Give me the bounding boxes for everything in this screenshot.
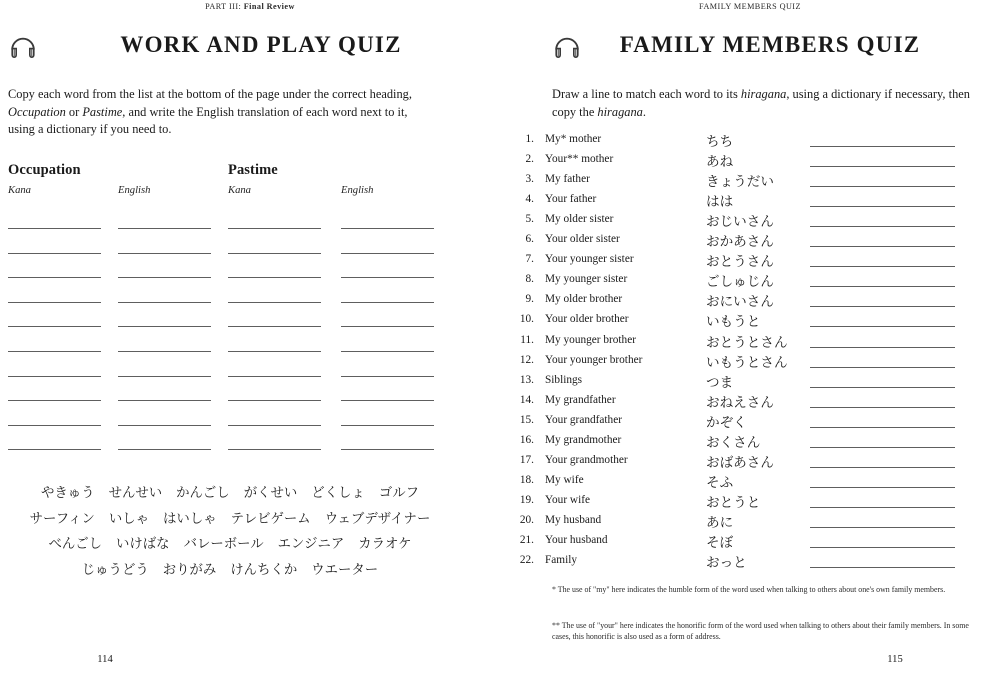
item-answer-line[interactable]	[810, 266, 955, 267]
item-english-term[interactable]: My younger brother	[545, 333, 636, 346]
item-english-term[interactable]: My grandmother	[545, 433, 622, 446]
word-bank-item[interactable]: せんせい	[108, 485, 163, 500]
item-english-term[interactable]: Your younger sister	[545, 253, 634, 266]
item-hiragana-term[interactable]: きょうだい	[706, 174, 774, 190]
item-english-term[interactable]: Your** mother	[545, 153, 614, 166]
right-page-title: FAMILY MEMBERS QUIZ	[619, 32, 921, 57]
answer-line[interactable]	[228, 253, 321, 254]
item-hiragana-term[interactable]: おとうとさん	[706, 334, 788, 350]
item-english-term[interactable]: My older brother	[545, 293, 623, 306]
item-answer-line[interactable]	[810, 467, 955, 468]
item-english-term[interactable]: Family	[545, 554, 578, 567]
item-hiragana-term[interactable]: おかあさん	[706, 234, 774, 250]
answer-line[interactable]	[228, 449, 321, 450]
right-title-row	[500, 28, 1000, 70]
folio-right: 115	[887, 654, 903, 665]
answer-line[interactable]	[118, 425, 211, 426]
item-hiragana-term[interactable]: そぼ	[706, 535, 734, 550]
item-answer-line[interactable]	[810, 206, 955, 207]
item-english-term[interactable]: My wife	[545, 473, 584, 486]
answer-line[interactable]	[8, 253, 101, 254]
word-bank-item[interactable]: ウェブデザイナー	[324, 510, 431, 526]
word-bank-item[interactable]: かんごし	[176, 485, 230, 500]
answer-line[interactable]	[228, 376, 321, 377]
item-english-term[interactable]: My grandfather	[545, 393, 616, 406]
item-hiragana-term[interactable]: おっと	[706, 555, 747, 571]
word-bank-item[interactable]: エンジニア	[277, 536, 345, 551]
footnote-2: ** The use of "your" here indicates the honorific form of the word used when talking to others about their family members. In some cases, this honorific is also used as a form of address.	[552, 621, 969, 642]
word-bank-item[interactable]: バレーボール	[183, 536, 264, 551]
answer-line[interactable]	[118, 376, 211, 377]
running-head-left	[0, 2, 500, 11]
list-item	[500, 394, 1000, 414]
item-hiragana-term[interactable]: おばあさん	[706, 454, 774, 470]
list-item	[500, 454, 1000, 474]
item-number: 21.	[519, 534, 534, 546]
answer-line[interactable]	[228, 228, 321, 229]
answer-line[interactable]	[118, 253, 211, 254]
item-english-term[interactable]: Your older brother	[545, 313, 629, 326]
item-answer-line[interactable]	[810, 427, 955, 428]
answer-line[interactable]	[118, 449, 211, 450]
item-hiragana-term[interactable]: ごしゅじん	[706, 274, 774, 290]
left-instructions: Copy each word from the list at the bottom of the page under the correct heading, Occupation or Pastime, and write the English translation of each word next to it, using a dictionary if you need to.	[8, 87, 412, 137]
item-english-term[interactable]: My older sister	[545, 213, 614, 226]
item-answer-line[interactable]	[810, 246, 955, 247]
item-answer-line[interactable]	[810, 407, 955, 408]
item-english-term[interactable]: My younger sister	[545, 273, 628, 286]
item-number: 5.	[525, 213, 534, 226]
item-number: 19.	[519, 493, 534, 506]
item-hiragana-term[interactable]: おにいさん	[706, 294, 774, 310]
answer-line[interactable]	[8, 277, 101, 278]
answer-line[interactable]	[341, 277, 434, 278]
item-hiragana-term[interactable]: かぞく	[706, 414, 747, 430]
answer-line[interactable]	[228, 351, 321, 352]
list-item	[500, 554, 1000, 574]
answer-line[interactable]	[341, 302, 434, 303]
item-english-term[interactable]: Your grandfather	[545, 413, 622, 426]
item-number: 22.	[519, 554, 534, 567]
list-item	[500, 534, 1000, 554]
answer-line[interactable]	[228, 400, 321, 401]
word-bank-item[interactable]: ゴルフ	[378, 485, 419, 500]
item-hiragana-term[interactable]: おくさん	[706, 434, 761, 450]
list-item	[500, 133, 1000, 153]
item-hiragana-term[interactable]: おねえさん	[706, 394, 774, 410]
column-sublabel-0: Kana	[8, 185, 31, 196]
item-number: 8.	[525, 273, 534, 286]
item-hiragana-term[interactable]: あね	[706, 154, 734, 170]
answer-line[interactable]	[8, 351, 101, 352]
word-bank-item[interactable]: サーフィン	[29, 510, 95, 526]
column-heading-1: Pastime	[228, 162, 278, 178]
item-english-term[interactable]: Your wife	[545, 493, 590, 506]
item-hiragana-term[interactable]: ちち	[706, 134, 734, 149]
item-hiragana-term[interactable]: はは	[706, 194, 734, 210]
word-bank-item[interactable]: がくせい	[243, 485, 298, 500]
item-english-term[interactable]: Your grandmother	[545, 453, 628, 466]
running-head-part: PART III:	[205, 2, 242, 11]
answer-line[interactable]	[228, 425, 321, 426]
item-number: 7.	[525, 253, 534, 266]
item-answer-line[interactable]	[810, 286, 955, 287]
word-bank-item[interactable]: けんちくか	[230, 561, 298, 577]
item-number: 10.	[519, 313, 534, 326]
word-bank-row	[0, 482, 460, 501]
word-bank-item[interactable]: どくしょ	[311, 485, 365, 500]
answer-line[interactable]	[8, 228, 101, 229]
item-answer-line[interactable]	[810, 226, 955, 227]
list-item	[500, 494, 1000, 514]
item-answer-line[interactable]	[810, 367, 955, 368]
left-page-title: WORK AND PLAY QUIZ	[120, 32, 402, 57]
running-head-section: Final Review	[243, 2, 295, 11]
item-hiragana-term[interactable]: おじいさん	[706, 214, 774, 230]
word-bank-item[interactable]: べんごし	[48, 536, 102, 551]
item-answer-line[interactable]	[810, 527, 955, 528]
item-number: 1.	[525, 133, 534, 145]
word-bank-item[interactable]: はいしゃ	[163, 510, 217, 526]
right-page	[500, 0, 1000, 675]
word-bank-item[interactable]: カラオケ	[358, 536, 412, 551]
word-bank-item[interactable]: おりがみ	[162, 561, 217, 577]
column-heading-0: Occupation	[8, 162, 81, 178]
item-number: 2.	[525, 153, 534, 166]
answer-line[interactable]	[8, 400, 101, 401]
item-answer-line[interactable]	[810, 347, 955, 348]
item-number: 16.	[519, 433, 534, 446]
footnote-1: * The use of "my" here indicates the humble form of the word used when talking to others about one's own family members.	[552, 585, 946, 594]
item-number: 4.	[525, 193, 534, 206]
item-english-term[interactable]: Your younger brother	[545, 353, 643, 366]
item-answer-line[interactable]	[810, 567, 955, 568]
item-answer-line[interactable]	[810, 186, 955, 187]
word-bank-item[interactable]: いしゃ	[108, 510, 150, 526]
item-number: 17.	[519, 453, 534, 466]
word-bank-item[interactable]: やきゅう	[41, 485, 95, 500]
answer-line[interactable]	[8, 449, 101, 450]
answer-line[interactable]	[341, 449, 434, 450]
word-bank-row	[0, 533, 460, 552]
word-bank-item[interactable]: いけばな	[116, 536, 170, 551]
answer-line[interactable]	[8, 376, 101, 377]
answer-line[interactable]	[228, 326, 321, 327]
list-item	[500, 173, 1000, 193]
left-title-row	[0, 28, 500, 70]
item-english-term[interactable]: My husband	[545, 513, 602, 526]
item-answer-line[interactable]	[810, 507, 955, 508]
answer-line[interactable]	[341, 351, 434, 352]
item-english-term[interactable]: Your husband	[545, 534, 608, 546]
item-answer-line[interactable]	[810, 306, 955, 307]
folio-left: 114	[97, 654, 113, 665]
answer-line[interactable]	[118, 302, 211, 303]
answer-line[interactable]	[118, 277, 211, 278]
answer-line[interactable]	[118, 228, 211, 229]
item-hiragana-term[interactable]: あに	[706, 514, 734, 530]
column-sublabel-2: Kana	[228, 185, 251, 196]
item-hiragana-term[interactable]: おとうさん	[706, 254, 774, 270]
answer-line[interactable]	[8, 302, 101, 303]
item-number: 20.	[519, 513, 534, 526]
list-item	[500, 354, 1000, 374]
answer-line[interactable]	[8, 425, 101, 426]
answer-line[interactable]	[341, 253, 434, 254]
answer-line[interactable]	[118, 351, 211, 352]
item-number: 18.	[519, 473, 534, 486]
item-answer-line[interactable]	[810, 487, 955, 488]
item-hiragana-term[interactable]: いもうとさん	[706, 354, 788, 370]
item-english-term[interactable]: My father	[545, 173, 590, 186]
answer-line[interactable]	[341, 228, 434, 229]
item-number: 3.	[525, 173, 534, 186]
item-answer-line[interactable]	[810, 326, 955, 327]
item-answer-line[interactable]	[810, 146, 955, 147]
word-bank-item[interactable]: ウエーター	[311, 561, 379, 577]
item-number: 13.	[519, 373, 534, 386]
answer-line[interactable]	[8, 326, 101, 327]
column-sublabel-3: English	[341, 185, 374, 196]
column-sublabel-1: English	[118, 185, 151, 196]
item-english-term[interactable]: Your older sister	[545, 233, 620, 246]
item-hiragana-term[interactable]: おとうと	[706, 494, 761, 510]
item-english-term[interactable]: My* mother	[545, 133, 602, 145]
item-answer-line[interactable]	[810, 166, 955, 167]
word-bank-item[interactable]: テレビゲーム	[230, 510, 311, 526]
item-number: 9.	[525, 293, 534, 306]
answer-line[interactable]	[341, 400, 434, 401]
item-english-term[interactable]: Siblings	[545, 373, 583, 386]
item-answer-line[interactable]	[810, 447, 955, 448]
item-answer-line[interactable]	[810, 547, 955, 548]
answer-line[interactable]	[341, 326, 434, 327]
item-answer-line[interactable]	[810, 387, 955, 388]
answer-line[interactable]	[118, 326, 211, 327]
list-item	[500, 514, 1000, 534]
item-number: 11.	[520, 333, 534, 346]
item-hiragana-term[interactable]: つま	[706, 374, 734, 390]
answer-line[interactable]	[341, 376, 434, 377]
item-number: 15.	[519, 413, 534, 426]
item-number: 12.	[519, 353, 534, 366]
item-hiragana-term[interactable]: いもうと	[706, 314, 761, 330]
word-bank-row	[0, 559, 460, 578]
answer-line[interactable]	[228, 277, 321, 278]
item-hiragana-term[interactable]: そふ	[706, 474, 734, 490]
right-instructions: Draw a line to match each word to its hiragana, using a dictionary if necessary, then copy the hiragana.	[552, 87, 970, 119]
running-head-right: FAMILY MEMBERS QUIZ	[699, 2, 801, 11]
word-bank-item[interactable]: じゅうどう	[81, 561, 149, 577]
answer-line[interactable]	[341, 425, 434, 426]
answer-line[interactable]	[118, 400, 211, 401]
item-english-term[interactable]: Your father	[545, 193, 597, 206]
word-bank-row	[0, 508, 460, 527]
item-number: 14.	[519, 393, 534, 406]
item-number: 6.	[525, 233, 534, 246]
answer-line[interactable]	[228, 302, 321, 303]
